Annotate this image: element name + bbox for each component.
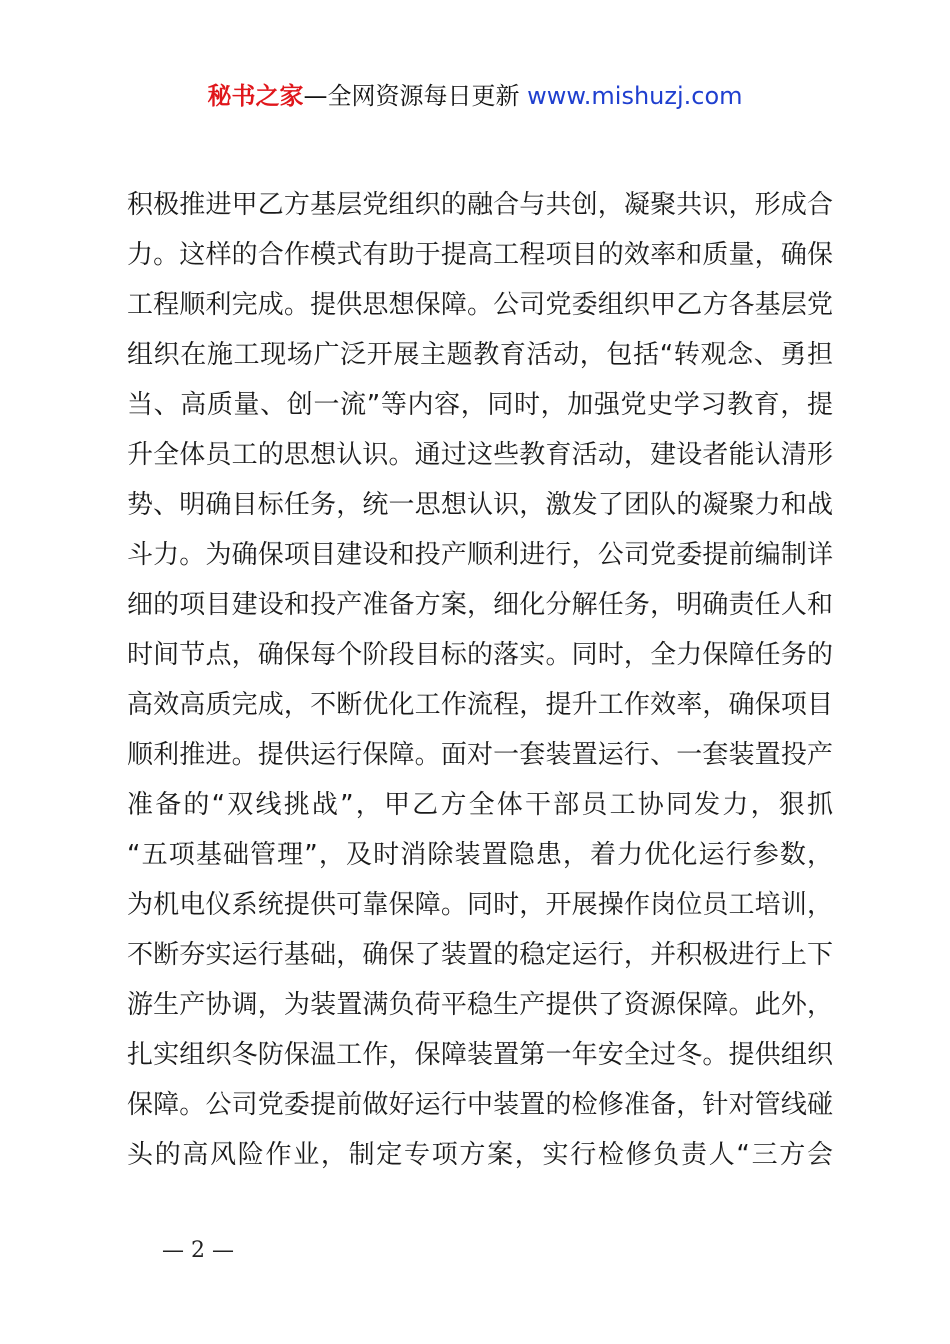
- text-line: 工程顺利完成。提供思想保障。公司党委组织甲乙方各基层党: [127, 290, 833, 320]
- text-line: 细的项目建设和投产准备方案，细化分解任务，明确责任人和: [127, 590, 833, 620]
- text-line: 扎实组织冬防保温工作，保障装置第一年安全过冬。提供组织: [127, 1040, 833, 1070]
- text-line: 斗力。为确保项目建设和投产顺利进行，公司党委提前编制详: [127, 540, 833, 570]
- text-line: 准备的“双线挑战”，甲乙方全体干部员工协同发力，狠抓: [127, 790, 833, 820]
- page-number: — 2 —: [162, 1238, 234, 1263]
- site-url-link[interactable]: www.mishuzj.com: [527, 82, 743, 110]
- header-tagline: —全网资源每日更新: [303, 82, 528, 110]
- text-line: 游生产协调，为装置满负荷平稳生产提供了资源保障。此外，: [127, 990, 833, 1020]
- text-line: 保障。公司党委提前做好运行中装置的检修准备，针对管线碰: [127, 1090, 833, 1120]
- body-paragraph: [127, 180, 833, 1180]
- text-line: 为机电仪系统提供可靠保障。同时，开展操作岗位员工培训，: [127, 890, 833, 920]
- text-line: 力。这样的合作模式有助于提高工程项目的效率和质量，确保: [127, 240, 833, 270]
- text-line: 升全体员工的思想认识。通过这些教育活动，建设者能认清形: [127, 440, 833, 470]
- text-line: 顺利推进。提供运行保障。面对一套装置运行、一套装置投产: [127, 740, 833, 770]
- page-header: [0, 78, 950, 114]
- text-line: 势、明确目标任务，统一思想认识，激发了团队的凝聚力和战: [127, 490, 833, 520]
- text-line: 当、高质量、创一流”等内容，同时，加强党史学习教育，提: [127, 390, 833, 420]
- text-line: 高效高质完成，不断优化工作流程，提升工作效率，确保项目: [127, 690, 833, 720]
- text-line: 不断夯实运行基础，确保了装置的稳定运行，并积极进行上下: [127, 940, 833, 970]
- text-line: 头的高风险作业，制定专项方案，实行检修负责人“三方会: [127, 1140, 833, 1170]
- brand-name: 秘书之家: [207, 82, 304, 110]
- text-line: 时间节点，确保每个阶段目标的落实。同时，全力保障任务的: [127, 640, 833, 670]
- text-line: 组织在施工现场广泛开展主题教育活动，包括“转观念、勇担: [127, 340, 833, 370]
- text-line: 积极推进甲乙方基层党组织的融合与共创，凝聚共识，形成合: [127, 190, 833, 220]
- text-line: “五项基础管理”，及时消除装置隐患，着力优化运行参数，: [127, 840, 833, 870]
